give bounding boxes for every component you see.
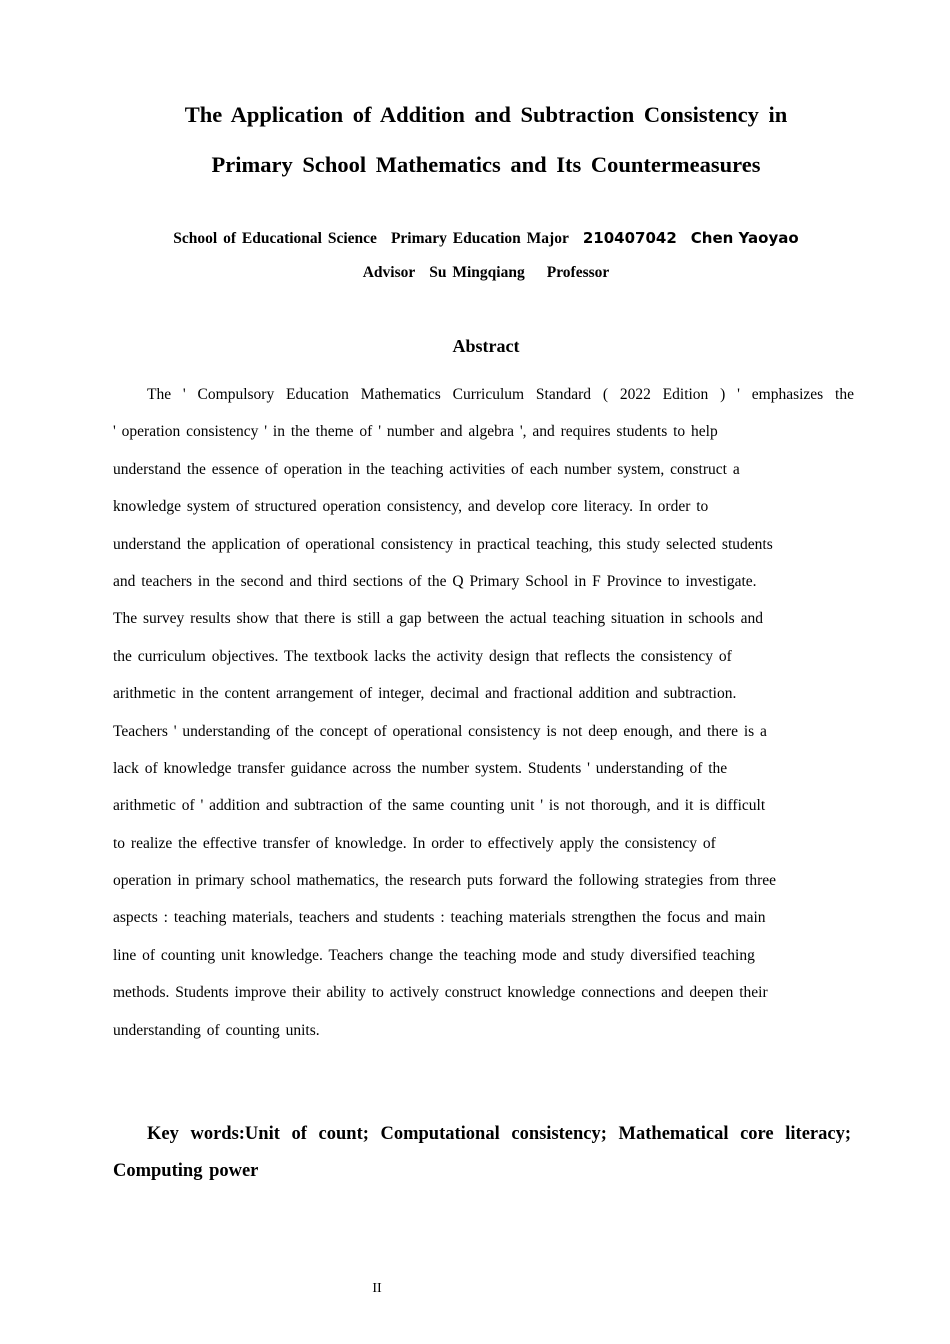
abstract-line: aspects : teaching materials, teachers and students : teaching materials strengthen the focus and main [113,909,766,927]
abstract-line: arithmetic in the content arrangement of integer, decimal and fractional addition and subtraction. [113,685,737,703]
abstract-heading: Abstract [452,336,520,356]
abstract-line: lack of knowledge transfer guidance across the number system. Students ' understanding of the [113,759,728,777]
advisor-info [100,264,872,282]
keywords-section [113,1120,851,1194]
keywords-line-2: Computing power [113,1161,259,1181]
abstract-line: methods. Students improve their ability to actively construct knowledge connections and deepen their [113,984,768,1002]
paper-title-line-1: The Application of Addition and Subtraction Consistency in [184,102,788,127]
abstract-line: understand the essence of operation in the teaching activities of each number system, construct a [113,460,740,478]
abstract-body [113,381,858,1054]
abstract-line: knowledge system of structured operation consistency, and develop core literacy. In order to [113,498,709,516]
abstract-line: line of counting unit knowledge. Teachers change the teaching mode and study diversified teaching [113,946,755,964]
abstract-line: The survey results show that there is still a gap between the actual teaching situation in schools and [113,610,763,628]
abstract-line: arithmetic of ' addition and subtraction of the same counting unit ' is not thorough, and it is difficult [113,797,766,815]
keywords-line-1: Key words:Unit of count; Computational consistency; Mathematical core literacy; [147,1124,851,1144]
page-number: II [372,1281,382,1296]
paper-title-line-2: Primary School Mathematics and Its Countermeasures [211,152,761,177]
abstract-line: operation in primary school mathematics, the research puts forward the following strategies from three [113,872,777,890]
author-info [100,229,872,248]
abstract-line: to realize the effective transfer of knowledge. In order to effectively apply the consistency of [113,834,716,852]
abstract-line: and teachers in the second and third sections of the Q Primary School in F Province to investigate. [113,572,757,590]
advisor-title: Professor [546,264,610,281]
abstract-line: understanding of counting units. [113,1021,320,1039]
author-student-id: 210407042 [582,229,677,247]
abstract-line: understand the application of operational consistency in practical teaching, this study selected students [113,535,773,553]
abstract-line: the curriculum objectives. The textbook lacks the activity design that reflects the consistency of [113,647,732,665]
advisor-name: Su Mingqiang [429,264,525,281]
author-school: School of Educational Science [173,230,377,247]
author-name: Chen Yaoyao [690,229,799,247]
abstract-line: Teachers ' understanding of the concept of operational consistency is not deep enough, and there is a [113,722,767,740]
author-major: Primary Education Major [390,230,569,247]
advisor-label: Advisor [362,264,416,281]
abstract-line: ' operation consistency ' in the theme of ' number and algebra ', and requires students to help [113,423,718,441]
abstract-line: The ' Compulsory Education Mathematics Curriculum Standard ( 2022 Edition ) ' emphasizes the [147,386,854,403]
